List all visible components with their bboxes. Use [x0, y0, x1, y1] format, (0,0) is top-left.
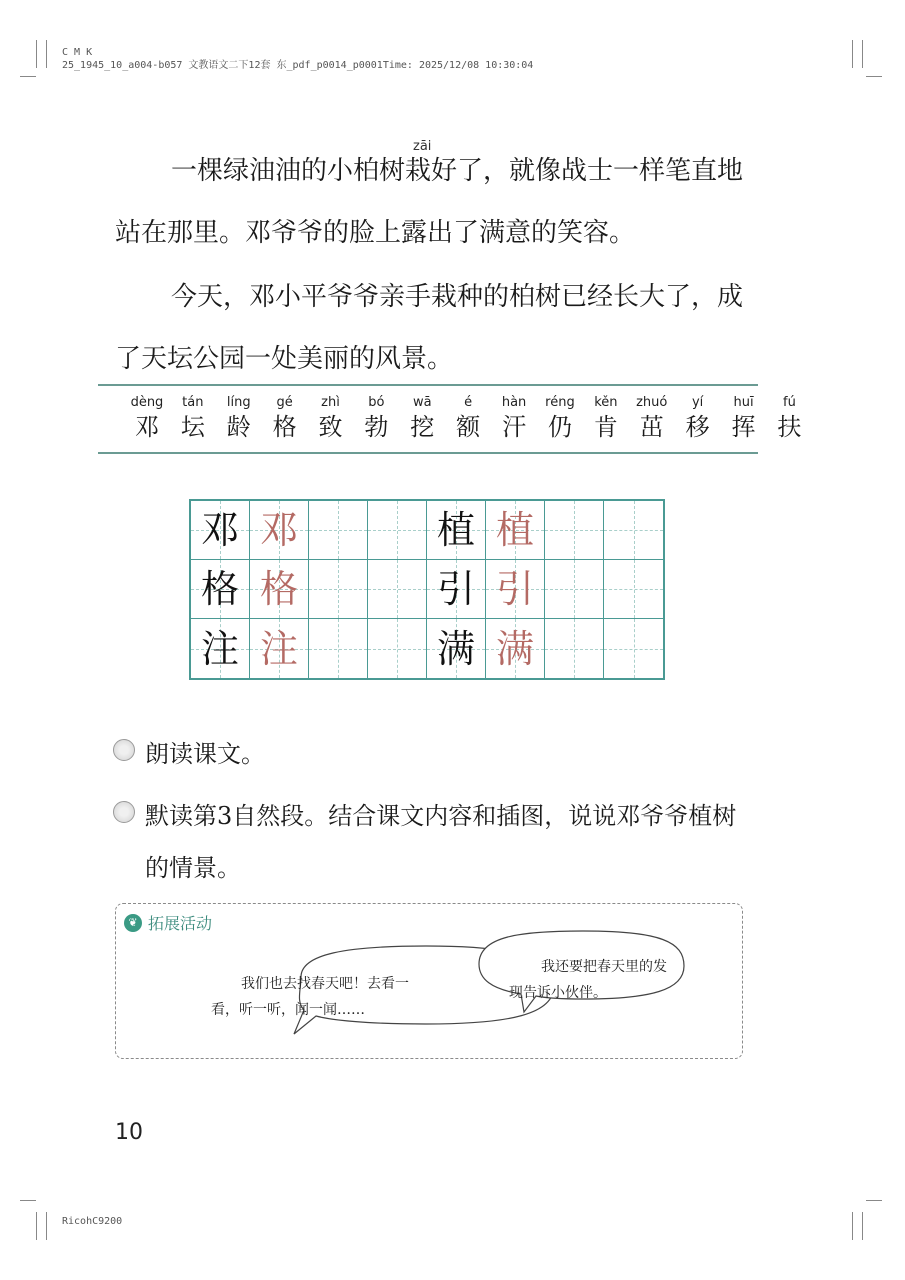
grid-cell	[191, 560, 250, 619]
vocab-pinyin: yí	[691, 395, 704, 410]
grid-cell	[486, 560, 545, 619]
grid-cell	[250, 560, 309, 619]
model-character: 植	[436, 508, 475, 552]
vocab-item	[216, 394, 262, 442]
vocab-character: 挖	[410, 413, 435, 441]
vocab-pinyin: tán	[182, 395, 204, 410]
vocab-character: 格	[272, 413, 297, 441]
extension-title-text: 拓展活动	[148, 914, 213, 933]
trace-character: 注	[259, 626, 298, 671]
trace-character: 格	[259, 567, 298, 611]
grid-cell	[368, 619, 427, 678]
bubble-left-text: 我们也去找春天吧！去看一看，听一听，闻一闻……	[211, 976, 409, 1018]
trace-character: 满	[495, 626, 534, 671]
grid-cell	[427, 619, 486, 678]
vocab-character: 致	[318, 413, 343, 441]
vocab-pinyin: dèng	[130, 395, 164, 410]
vocab-pinyin: zhuó	[636, 395, 668, 410]
grid-cell	[604, 619, 663, 678]
crop-mark	[866, 76, 882, 77]
grid-cell	[427, 560, 486, 619]
model-character: 满	[436, 626, 475, 671]
vocab-item	[629, 394, 675, 442]
paragraph-1: 一棵绿油油的小柏树栽好了，就像战士一样笔直地站在那里。邓爷爷的脸上露出了满意的笑容。	[115, 156, 744, 248]
trace-character: 邓	[259, 508, 298, 552]
vocab-character: 移	[685, 413, 710, 441]
bubble-right-text: 我还要把春天里的发现告诉小伙伴。	[509, 959, 667, 1001]
vocab-pinyin: hàn	[501, 395, 527, 410]
crop-mark	[46, 40, 47, 68]
vocab-item	[262, 394, 308, 442]
trace-character: 植	[495, 508, 534, 552]
leaf-icon: ❦	[124, 914, 142, 932]
task-text: 朗读课文。	[145, 740, 265, 768]
grid-cell	[486, 501, 545, 560]
grid-cell	[427, 501, 486, 560]
grid-cell	[250, 501, 309, 560]
paragraph-2: 今天，邓小平爷爷亲手栽种的柏树已经长大了，成了天坛公园一处美丽的风景。	[115, 282, 744, 374]
extension-activity-box	[115, 903, 743, 1059]
vocab-pinyin: réng	[545, 395, 575, 410]
vocab-pinyin: kěn	[594, 395, 618, 410]
grid-cell	[368, 560, 427, 619]
grid-cell	[191, 619, 250, 678]
grid-row	[191, 619, 663, 678]
file-info: 25_1945_10_a004-b057 文教语文二下12套 东_pdf_p0014_p0001Time: 2025/12/08 10:30:04	[62, 60, 534, 71]
vocab-item	[170, 394, 216, 442]
cmyk-label: C M K	[62, 47, 93, 58]
model-character: 邓	[200, 508, 239, 552]
trace-character: 引	[495, 567, 534, 611]
vocab-item	[766, 394, 812, 442]
model-character: 注	[200, 626, 239, 671]
grid-cell	[309, 619, 368, 678]
vocab-character: 龄	[226, 413, 251, 441]
writing-grid	[189, 499, 665, 680]
crop-mark	[20, 76, 36, 77]
vocab-character: 汗	[502, 413, 527, 441]
grid-row	[191, 501, 663, 560]
grid-cell	[250, 619, 309, 678]
vocab-pinyin: huī	[733, 395, 754, 410]
grid-cell	[486, 619, 545, 678]
crop-mark	[36, 40, 37, 68]
vocab-character: 茁	[639, 413, 664, 441]
vocab-item	[537, 394, 583, 442]
vocab-item	[353, 394, 399, 442]
vocab-pinyin: wā	[412, 395, 432, 410]
model-character: 引	[436, 567, 475, 611]
grid-cell	[545, 619, 604, 678]
grid-cell	[545, 501, 604, 560]
vocab-item	[445, 394, 491, 442]
pinyin-annotation: zāi	[413, 139, 432, 154]
vocab-item	[399, 394, 445, 442]
vocab-pinyin: bó	[368, 395, 385, 410]
grid-cell	[604, 560, 663, 619]
crop-mark	[852, 1212, 853, 1240]
grid-cell	[545, 560, 604, 619]
vocab-pinyin: líng	[226, 395, 251, 410]
crop-mark	[46, 1212, 47, 1240]
model-character: 格	[200, 567, 239, 611]
crop-mark	[862, 1212, 863, 1240]
vocabulary-strip	[98, 384, 802, 454]
vocab-character: 扶	[777, 413, 802, 441]
vocab-character: 额	[456, 413, 481, 441]
vocab-item	[583, 394, 629, 442]
print-header	[62, 46, 533, 72]
task-icon	[113, 739, 135, 761]
vocab-item	[124, 394, 170, 442]
vocab-character: 坛	[180, 413, 205, 441]
grid-cell	[604, 501, 663, 560]
vocab-pinyin: gé	[276, 395, 293, 410]
crop-mark	[852, 40, 853, 68]
vocab-character: 勃	[364, 413, 389, 441]
task-text: 默读第3自然段。结合课文内容和插图，说说邓爷爷植树的情景。	[145, 802, 737, 882]
page-number: 10	[115, 1120, 143, 1145]
vocabulary-row	[124, 394, 812, 442]
vocab-item	[491, 394, 537, 442]
grid-cell	[309, 501, 368, 560]
vocab-character: 肯	[593, 413, 618, 441]
vocab-character: 邓	[134, 413, 159, 441]
vocab-item	[675, 394, 721, 442]
crop-mark	[866, 1200, 882, 1201]
crop-mark	[862, 40, 863, 68]
vocab-pinyin: zhì	[321, 395, 340, 410]
crop-mark	[20, 1200, 36, 1201]
vocab-character: 挥	[731, 413, 756, 441]
vocab-pinyin: fú	[783, 395, 796, 410]
vocab-item	[721, 394, 767, 442]
vocab-item	[308, 394, 354, 442]
vocab-character: 仍	[547, 413, 572, 441]
grid-cell	[368, 501, 427, 560]
grid-cell	[309, 560, 368, 619]
task-icon	[113, 801, 135, 823]
crop-mark	[36, 1212, 37, 1240]
vocab-pinyin: é	[464, 395, 473, 410]
grid-cell	[191, 501, 250, 560]
printer-label: RicohC9200	[62, 1216, 123, 1227]
grid-row	[191, 560, 663, 619]
